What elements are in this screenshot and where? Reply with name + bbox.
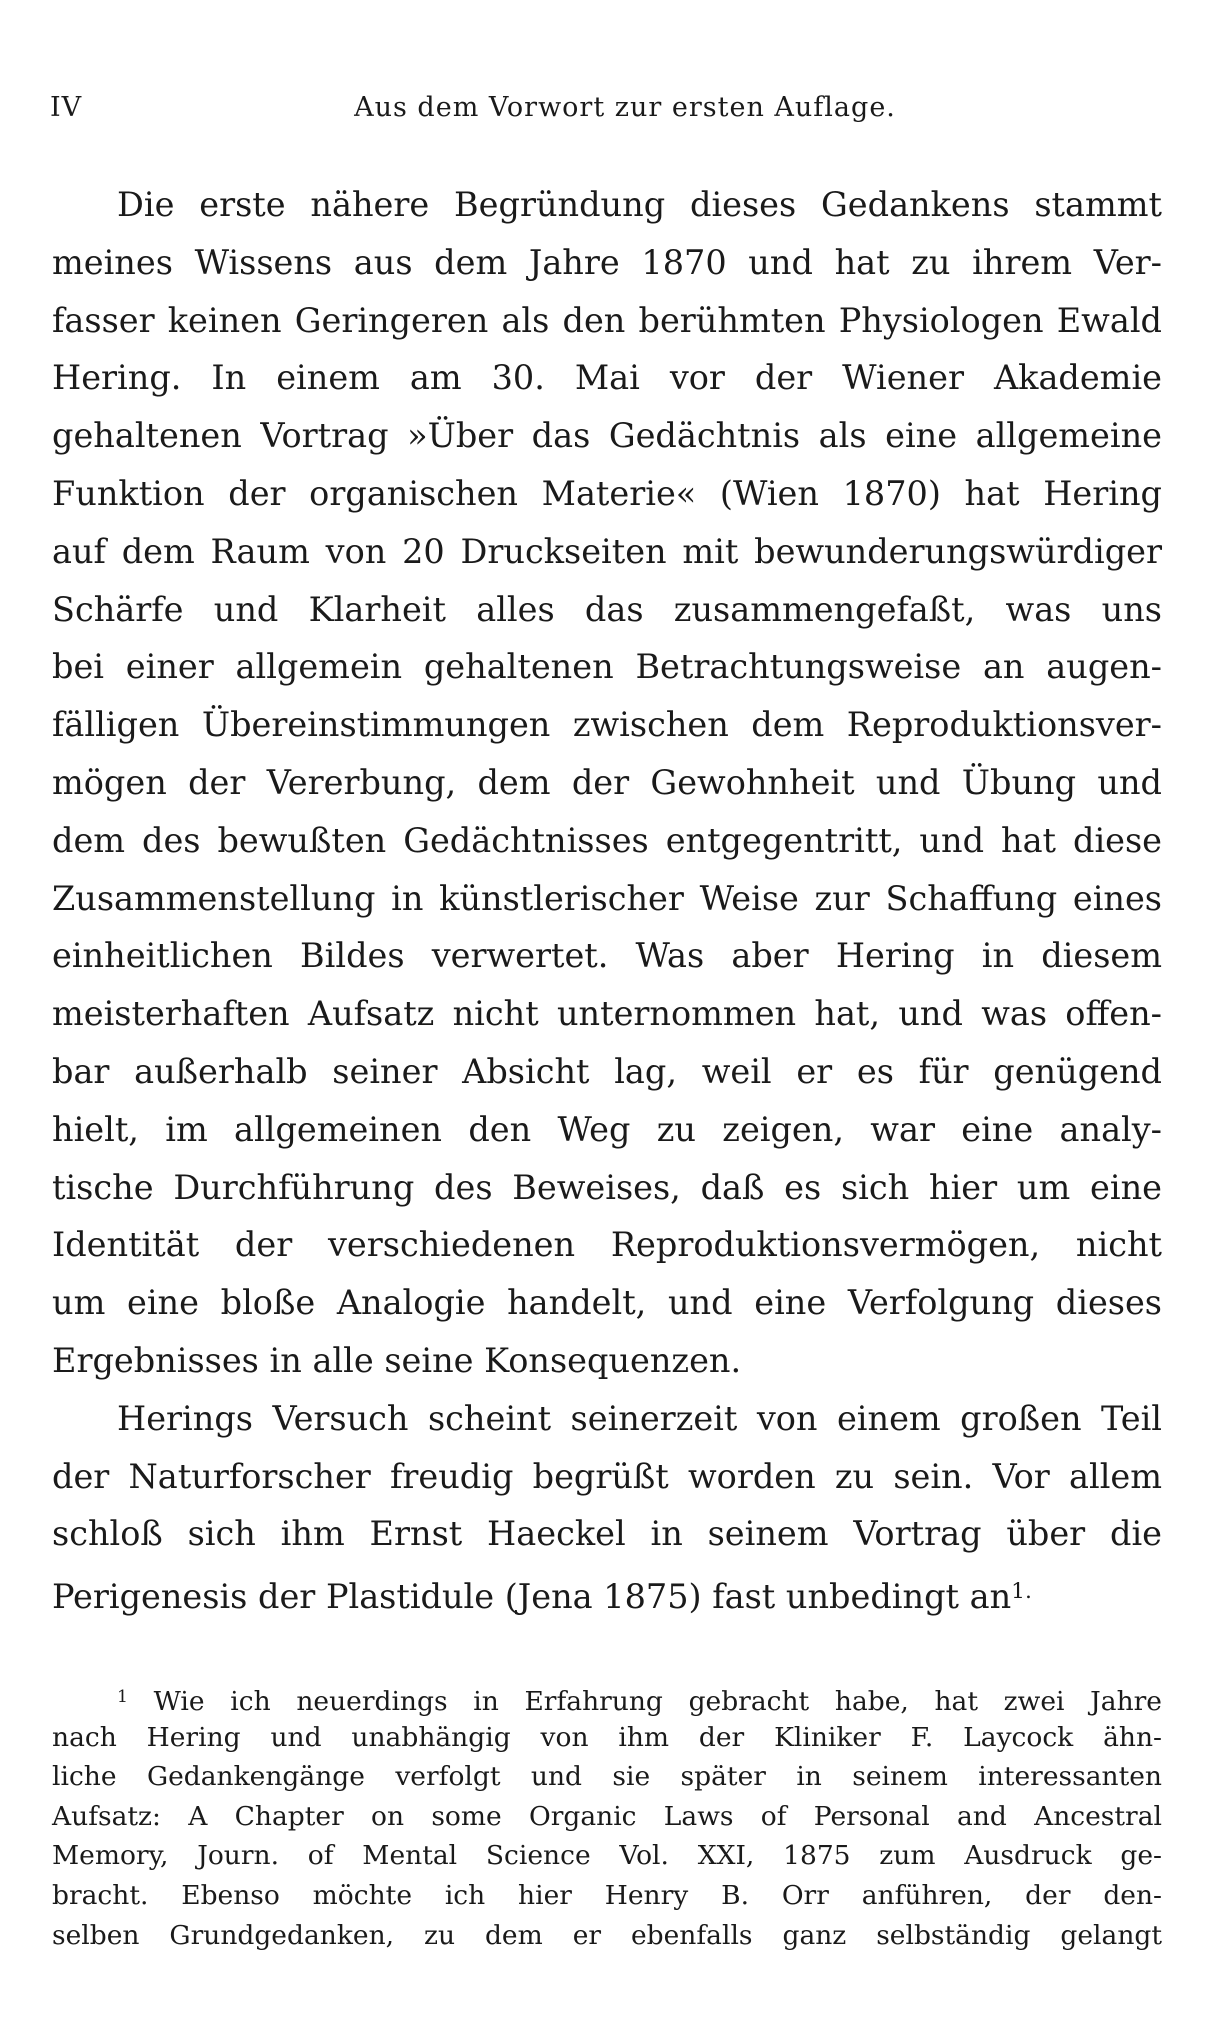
body-text xyxy=(52,176,1162,1621)
text-line: hielt, im allgemeinen den Weg zu zeigen, war eine analy- xyxy=(52,1109,1162,1149)
text-line: fälligen Übereinstimmungen zwischen dem Reproduktionsver- xyxy=(52,705,1162,745)
footnote-line: Memory, Journ. of Mental Science Vol. XXI, 1875 zum Ausdruck ge- xyxy=(52,1840,1162,1872)
text-line: meisterhaften Aufsatz nicht unternommen hat, und was offen- xyxy=(52,994,1162,1034)
text-line: tische Durchführung des Beweises, daß es sich hier um eine xyxy=(52,1167,1162,1207)
text-line-content: Perigenesis der Plastidule (Jena 1875) fast unbedingt an xyxy=(52,1576,1012,1616)
footnote xyxy=(52,1678,1162,1955)
footnote-line xyxy=(52,1678,1162,1718)
footnote-line-content: Wie ich neuerdings in Erfahrung gebracht habe, hat zwei Jahre xyxy=(153,1685,1162,1717)
text-line: auf dem Raum von 20 Druckseiten mit bewunderungswürdiger xyxy=(52,531,1162,571)
running-head xyxy=(50,92,1160,132)
text-line: dem des bewußten Gedächtnisses entgegentritt, und hat diese xyxy=(52,820,1162,860)
text-line: mögen der Vererbung, dem der Gewohnheit und Übung und xyxy=(52,762,1162,802)
footnote-line: nach Hering und unabhängig von ihm der Kliniker F. Laycock ähn- xyxy=(52,1721,1162,1753)
text-line: Die erste nähere Begründung dieses Gedankens stammt xyxy=(117,185,1162,224)
page-number: IV xyxy=(50,92,83,123)
text-line: schloß sich ihm Ernst Haeckel in seinem Vortrag über die xyxy=(52,1514,1162,1554)
footnote-line: selben Grundgedanken, zu dem er ebenfalls ganz selbständig gelangt xyxy=(52,1919,1162,1951)
footnote-line: liche Gedankengänge verfolgt und sie später in seinem interessanten xyxy=(52,1761,1162,1793)
text-line: Ergebnisses in alle seine Konsequenzen. xyxy=(52,1340,742,1380)
footnote-line: Aufsatz: A Chapter on some Organic Laws of Personal and Ancestral xyxy=(52,1800,1162,1832)
text-line: Herings Versuch scheint seinerzeit von einem großen Teil xyxy=(117,1398,1162,1438)
text-line: gehaltenen Vortrag »Über das Gedächtnis als eine allgemeine xyxy=(52,416,1162,456)
text-line: Identität der verschiedenen Reproduktionsvermögen, nicht xyxy=(52,1225,1162,1265)
footnote-marker: 1 xyxy=(117,1687,128,1707)
text-line: Schärfe und Klarheit alles das zusammengefaßt, was uns xyxy=(52,589,1162,629)
text-line: bar außerhalb seiner Absicht lag, weil er es für genügend xyxy=(52,1051,1162,1091)
text-line: der Naturforscher freudig begrüßt worden zu sein. Vor allem xyxy=(52,1456,1162,1496)
text-line: fasser keinen Geringeren als den berühmten Physiologen Ewald xyxy=(52,300,1162,340)
footnote-reference: 1. xyxy=(1011,1579,1032,1605)
text-line xyxy=(52,1563,1162,1621)
text-line: einheitlichen Bildes verwertet. Was aber Hering in diesem xyxy=(52,936,1162,976)
footnote-line: bracht. Ebenso möchte ich hier Henry B. Orr anführen, der den- xyxy=(52,1879,1162,1911)
text-line: Hering. In einem am 30. Mai vor der Wiener Akademie xyxy=(52,358,1162,398)
text-line: bei einer allgemein gehaltenen Betrachtungsweise an augen- xyxy=(52,647,1162,687)
running-title: Aus dem Vorwort zur ersten Auflage. xyxy=(354,92,896,123)
text-line: Zusammenstellung in künstlerischer Weise zur Schaffung eines xyxy=(52,878,1162,918)
text-line: um eine bloße Analogie handelt, und eine Verfolgung dieses xyxy=(52,1283,1162,1323)
text-line: Funktion der organischen Materie« (Wien 1870) hat Hering xyxy=(52,473,1162,513)
text-line: meines Wissens aus dem Jahre 1870 und hat zu ihrem Ver- xyxy=(52,242,1162,282)
